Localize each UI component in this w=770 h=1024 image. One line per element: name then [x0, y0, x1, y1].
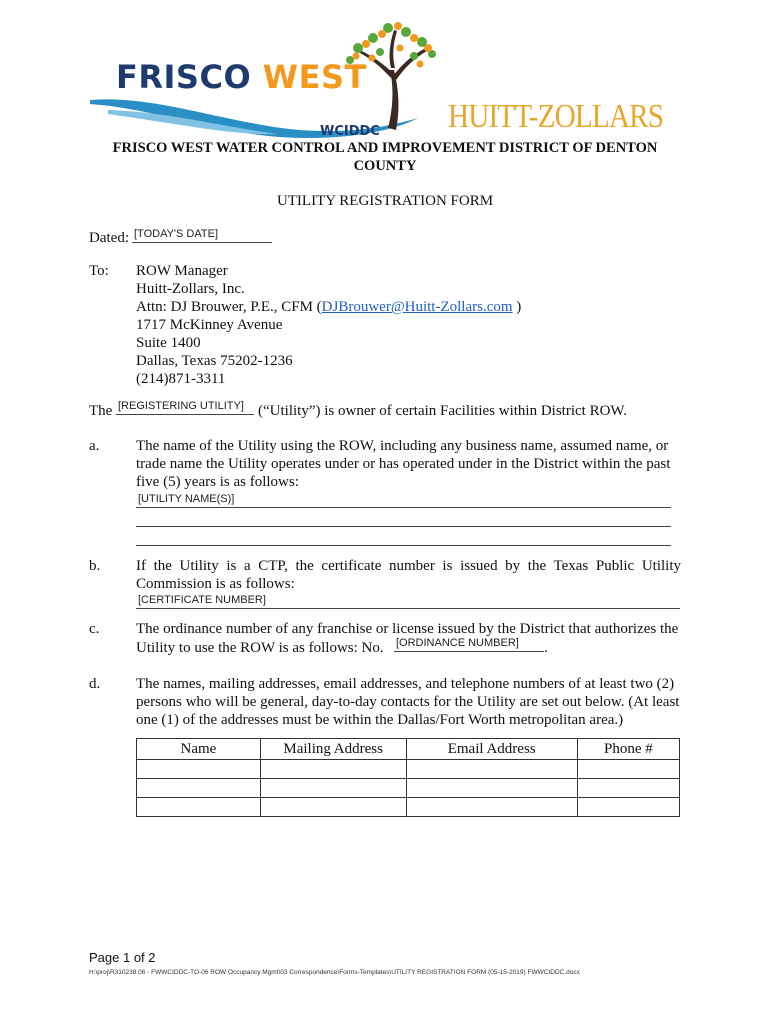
item-c-line1: The ordinance number of any franchise or license issued by the District that authorizes the	[136, 621, 679, 637]
to-line-suite: Suite 1400	[136, 335, 201, 351]
dated-label: Dated:	[89, 230, 129, 246]
ordinance-number-field[interactable]: [ORDINANCE NUMBER]	[394, 637, 544, 652]
owner-suffix: (“Utility”) is owner of certain Facilities within District ROW.	[258, 403, 627, 419]
huitt-zollars-logo: HUITT-ZOLLARS	[448, 98, 664, 135]
to-label: To:	[89, 263, 109, 279]
item-a-line3: five (5) years is as follows:	[136, 474, 299, 490]
table-row	[137, 798, 680, 817]
to-line-company: Huitt-Zollars, Inc.	[136, 281, 245, 297]
email-address-cell[interactable]	[406, 760, 577, 779]
name-column-header: Name	[137, 739, 261, 760]
district-title-line1: FRISCO WEST WATER CONTROL AND IMPROVEMENT DISTRICT OF DENTON	[112, 140, 658, 156]
form-title: UTILITY REGISTRATION FORM	[276, 193, 494, 209]
utility-names-line-3[interactable]	[136, 545, 671, 546]
email-address-cell[interactable]	[406, 779, 577, 798]
name-cell[interactable]	[137, 798, 261, 817]
to-line-attn	[136, 298, 521, 316]
item-a-line1: The name of the Utility using the ROW, including any business name, assumed name, or	[136, 438, 669, 454]
item-d-line3: one (1) of the addresses must be within the Dallas/Fort Worth metropolitan area.)	[136, 712, 624, 728]
frisco-west-logo	[88, 18, 448, 140]
registering-utility-field[interactable]: [REGISTERING UTILITY]	[116, 400, 254, 415]
certificate-number-field[interactable]: [CERTIFICATE NUMBER]	[136, 594, 680, 609]
email-link[interactable]: DJBrouwer@Huitt-Zollars.com	[321, 299, 513, 315]
frisco-logo-text: FRISCO	[116, 58, 263, 96]
mailing-address-cell[interactable]	[260, 798, 406, 817]
name-cell[interactable]	[137, 760, 261, 779]
date-field[interactable]: [TODAY'S DATE]	[132, 228, 272, 243]
item-d-text	[136, 675, 681, 729]
item-b-line1: If the Utility is a CTP, the certificate number is issued by the Texas Public Utility	[136, 558, 681, 574]
attn-text: Attn: DJ Brouwer, P.E., CFM (	[136, 299, 322, 315]
attn-close: )	[512, 299, 522, 315]
mailing-address-cell[interactable]	[260, 779, 406, 798]
west-logo-text: WEST	[262, 58, 367, 96]
to-line-street: 1717 McKinney Avenue	[136, 317, 283, 333]
to-address-block	[136, 262, 521, 388]
phone-cell[interactable]	[577, 760, 679, 779]
table-row	[137, 779, 680, 798]
to-line-manager: ROW Manager	[136, 263, 228, 279]
item-a-letter: a.	[89, 438, 100, 454]
phone-cell[interactable]	[577, 798, 679, 817]
mailing-address-cell[interactable]	[260, 760, 406, 779]
phone-cell[interactable]	[577, 779, 679, 798]
item-c-period: .	[544, 640, 548, 656]
wciddc-logo-text: WCIDDC	[320, 124, 380, 139]
email-address-cell[interactable]	[406, 798, 577, 817]
item-b-line2: Commission is as follows:	[136, 576, 295, 592]
item-c-letter: c.	[89, 621, 100, 637]
owner-prefix: The	[89, 403, 113, 419]
name-cell[interactable]	[137, 779, 261, 798]
utility-names-field[interactable]: [UTILITY NAME(S)]	[136, 493, 671, 508]
item-d-letter: d.	[89, 676, 101, 692]
to-line-city: Dallas, Texas 75202-1236	[136, 353, 293, 369]
item-a-line2: trade name the Utility operates under or has operated under in the District within the past	[136, 456, 671, 472]
phone-column-header: Phone #	[577, 739, 679, 760]
item-b-text	[136, 557, 681, 593]
item-c-line2: Utility to use the ROW is as follows: No.	[136, 640, 384, 656]
district-title-line2: COUNTY	[353, 158, 417, 174]
to-line-phone: (214)871-3311	[136, 371, 226, 387]
file-path: H:\proj\R310238.06 - FWWCIDDC-TO-06 ROW Occupancy Mgmt\03 Correspondence\Forms-Templates\UTILITY REGISTRATION FORM (05-15-2019) FWWCIDDC.docx	[89, 969, 580, 976]
utility-names-line-2[interactable]	[136, 526, 671, 527]
item-a-text	[136, 437, 681, 491]
item-d-line2: persons who will be general, day-to-day contacts for the Utility are set out below. (At least	[136, 694, 680, 710]
email-address-column-header: Email Address	[406, 739, 577, 760]
table-row	[137, 760, 680, 779]
mailing-address-column-header: Mailing Address	[260, 739, 406, 760]
item-d-line1: The names, mailing addresses, email addresses, and telephone numbers of at least two (2)	[136, 676, 675, 692]
page-number: Page 1 of 2	[89, 950, 156, 965]
table-header-row	[137, 739, 680, 760]
item-b-letter: b.	[89, 558, 101, 574]
contacts-table	[136, 738, 680, 817]
